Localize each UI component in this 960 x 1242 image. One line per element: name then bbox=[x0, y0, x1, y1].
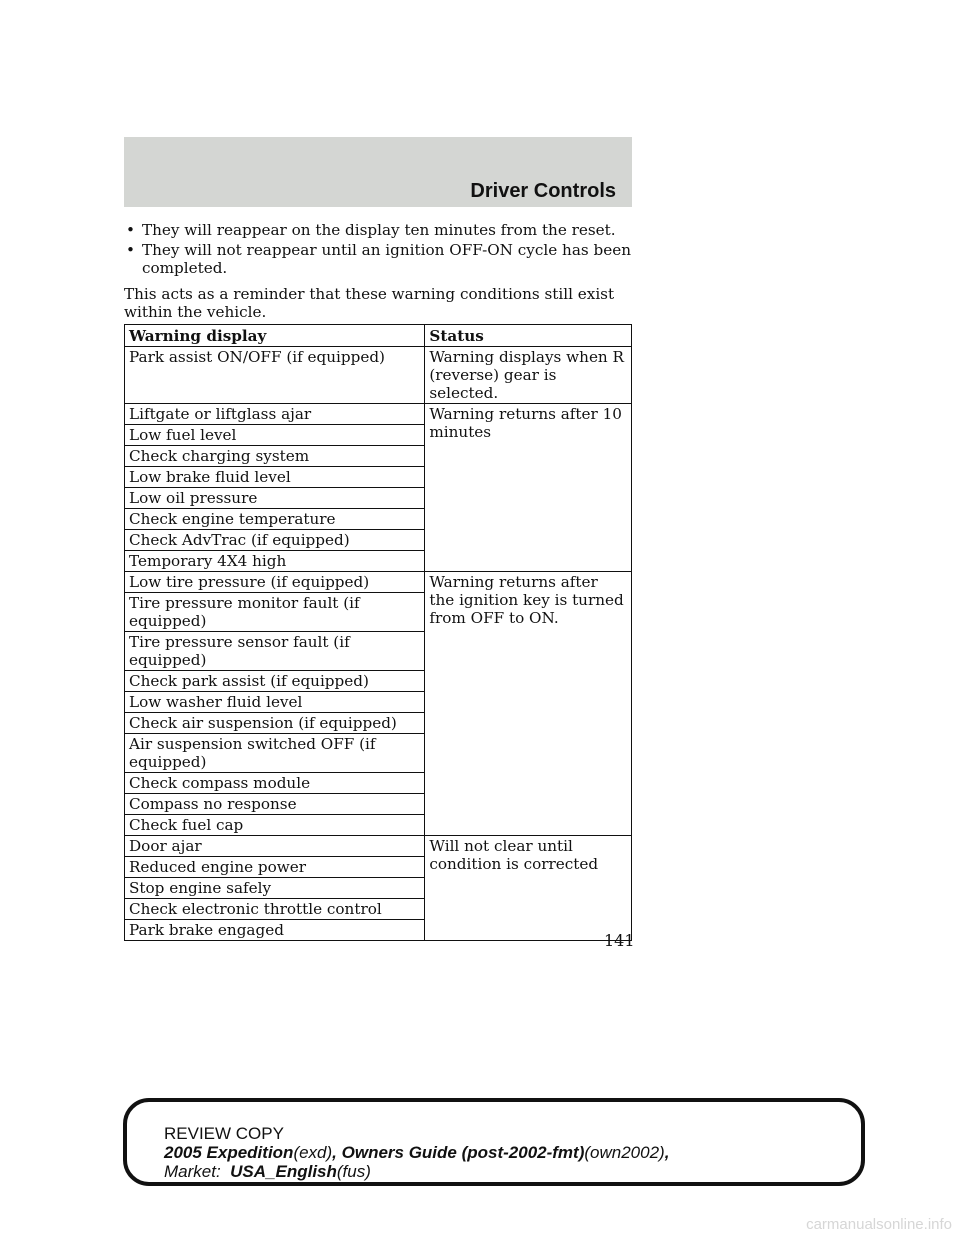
status-cell: Will not clear until condition is corrected bbox=[425, 836, 632, 941]
warning-display-cell: Low oil pressure bbox=[125, 488, 425, 509]
warning-display-cell: Low tire pressure (if equipped) bbox=[125, 572, 425, 593]
column-header-status: Status bbox=[425, 325, 632, 347]
warning-display-cell: Check park assist (if equipped) bbox=[125, 671, 425, 692]
reminder-paragraph: This acts as a reminder that these warning conditions still exist within the vehicle. bbox=[124, 285, 615, 321]
status-cell: Warning displays when R (reverse) gear is selected. bbox=[425, 347, 632, 404]
table-row bbox=[125, 572, 632, 593]
warning-display-cell: Reduced engine power bbox=[125, 857, 425, 878]
warning-display-cell: Park assist ON/OFF (if equipped) bbox=[125, 347, 425, 404]
warning-display-cell: Check charging system bbox=[125, 446, 425, 467]
review-market: USA_English bbox=[230, 1162, 337, 1181]
warning-display-cell: Park brake engaged bbox=[125, 920, 425, 941]
review-market-label: Market: bbox=[164, 1162, 221, 1181]
review-copy-label: REVIEW COPY bbox=[164, 1124, 284, 1143]
review-market-code: (fus) bbox=[336, 1162, 371, 1181]
warning-display-cell: Check electronic throttle control bbox=[125, 899, 425, 920]
column-header-warning-display: Warning display bbox=[125, 325, 425, 347]
section-header-band bbox=[124, 137, 632, 207]
status-cell: Warning returns after the ignition key is turned from OFF to ON. bbox=[425, 572, 632, 836]
bullet-text: They will reappear on the display ten minutes from the reset. bbox=[142, 221, 616, 239]
bullet-list bbox=[124, 221, 644, 279]
warning-display-cell: Tire pressure sensor fault (if equipped) bbox=[125, 632, 425, 671]
bullet-text: They will not reappear until an ignition OFF-ON cycle has been completed. bbox=[142, 241, 631, 277]
review-guide: , Owners Guide (post-2002-fmt) bbox=[332, 1143, 585, 1162]
warning-display-cell: Check fuel cap bbox=[125, 815, 425, 836]
status-cell: Warning returns after 10 minutes bbox=[425, 404, 632, 572]
review-copy-market-line bbox=[164, 1162, 669, 1181]
table-row bbox=[125, 404, 632, 425]
warning-display-cell: Air suspension switched OFF (if equipped) bbox=[125, 734, 425, 773]
warning-display-cell: Temporary 4X4 high bbox=[125, 551, 425, 572]
warning-display-cell: Check air suspension (if equipped) bbox=[125, 713, 425, 734]
warning-display-cell: Door ajar bbox=[125, 836, 425, 857]
warning-display-cell: Stop engine safely bbox=[125, 878, 425, 899]
warning-display-cell: Compass no response bbox=[125, 794, 425, 815]
warning-display-cell: Check engine temperature bbox=[125, 509, 425, 530]
review-model-code: (exd) bbox=[293, 1143, 333, 1162]
warning-display-cell: Low washer fluid level bbox=[125, 692, 425, 713]
review-copy-text bbox=[164, 1124, 669, 1181]
watermark: carmanualsonline.info bbox=[806, 1216, 952, 1233]
table-header-row bbox=[125, 325, 632, 347]
table-row bbox=[125, 836, 632, 857]
warning-display-cell: Liftgate or liftglass ajar bbox=[125, 404, 425, 425]
review-guide-code: (own2002) bbox=[584, 1143, 665, 1162]
warning-display-cell: Check compass module bbox=[125, 773, 425, 794]
bullet-item bbox=[124, 221, 644, 239]
bullet-icon: • bbox=[126, 241, 135, 259]
warning-display-cell: Tire pressure monitor fault (if equipped) bbox=[125, 593, 425, 632]
bullet-item bbox=[124, 241, 644, 277]
review-model: 2005 Expedition bbox=[164, 1143, 294, 1162]
bullet-icon: • bbox=[126, 221, 135, 239]
review-copy-model-line bbox=[164, 1143, 669, 1162]
warning-display-cell: Low brake fluid level bbox=[125, 467, 425, 488]
page-number: 141 bbox=[604, 931, 635, 950]
warning-display-cell: Low fuel level bbox=[125, 425, 425, 446]
table-row bbox=[125, 347, 632, 404]
warning-display-cell: Check AdvTrac (if equipped) bbox=[125, 530, 425, 551]
review-comma: , bbox=[664, 1143, 670, 1162]
warning-display-table bbox=[124, 324, 632, 941]
section-title: Driver Controls bbox=[470, 180, 616, 202]
